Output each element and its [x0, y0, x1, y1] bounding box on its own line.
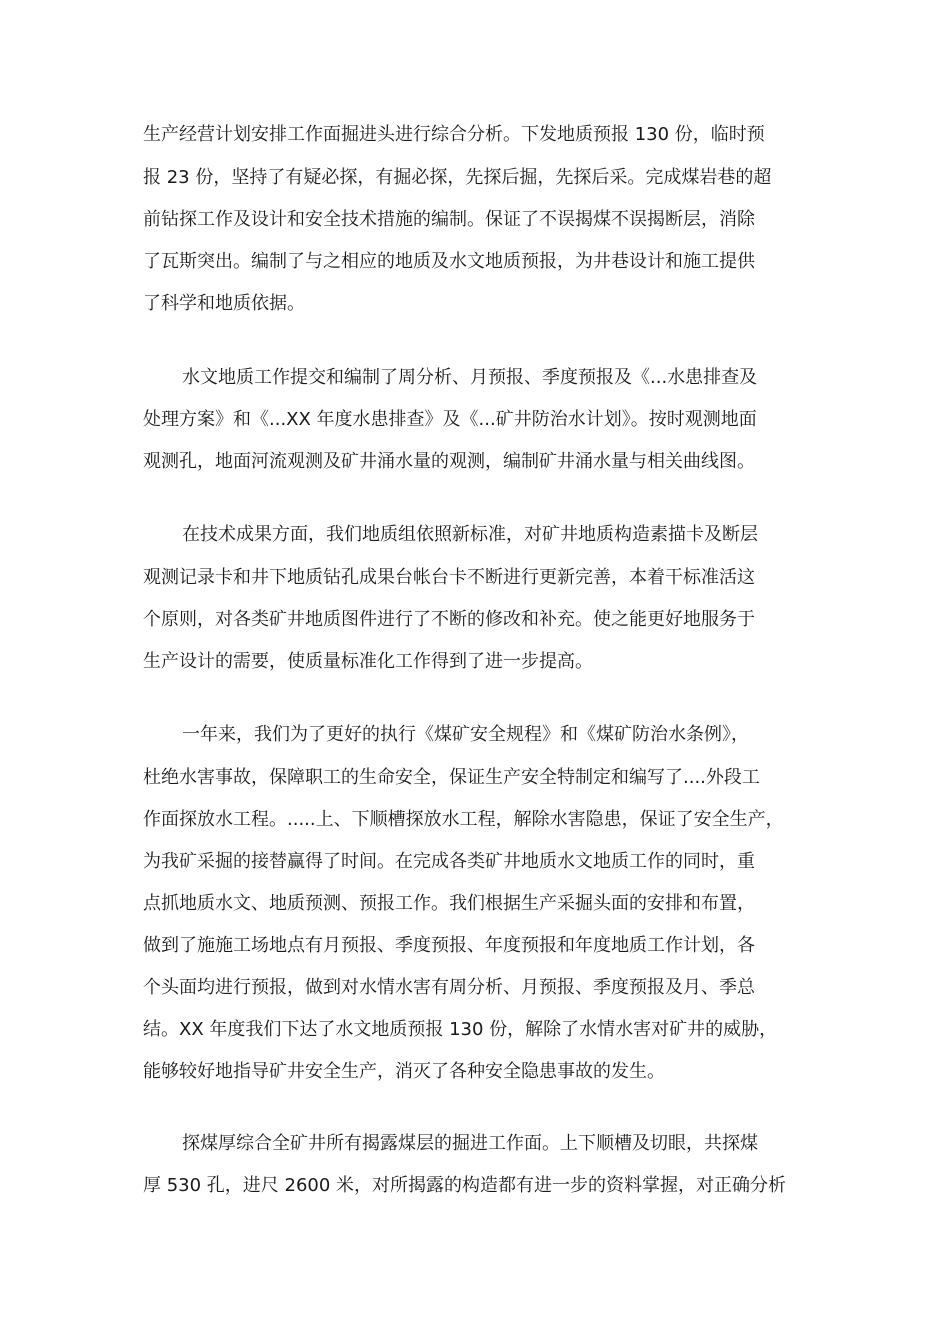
paragraph-line: 报 23 份，坚持了有疑必探，有掘必探，先探后掘，先探后采。完成煤岩巷的超	[143, 167, 772, 188]
paragraph-line: 杜绝水害事故，保障职工的生命安全，保证生产安全特制定和编写了....外段工	[143, 767, 760, 788]
paragraph-line: 观测孔，地面河流观测及矿井涌水量的观测，编制矿井涌水量与相关曲线图。	[143, 451, 755, 472]
paragraph-line: 水文地质工作提交和编制了周分析、月预报、季度预报及《...水患排查及	[182, 367, 758, 388]
paragraph-line: 前钻探工作及设计和安全技术措施的编制。保证了不误揭煤不误揭断层，消除	[143, 209, 755, 230]
paragraph-line: 做到了施施工场地点有月预报、季度预报、年度预报和年度地质工作计划，各	[143, 935, 755, 956]
paragraph-line: 为我矿采掘的接替赢得了时间。在完成各类矿井地质水文地质工作的同时，重	[143, 851, 755, 872]
paragraph-line: 一年来，我们为了更好的执行《煤矿安全规程》和《煤矿防治水条例》，	[182, 724, 749, 745]
paragraph-line: 处理方案》和《...XX 年度水患排查》及《...矿井防治水计划》。按时观测地面	[143, 409, 757, 430]
paragraph-line: 个原则，对各类矿井地质图件进行了不断的修改和补充。使之能更好地服务于	[143, 609, 755, 630]
paragraph-line: 生产经营计划安排工作面掘进头进行综合分析。下发地质预报 130 份，临时预	[143, 124, 765, 145]
paragraph-line: 结。XX 年度我们下达了水文地质预报 130 份，解除了水情水害对矿井的威胁，	[143, 1019, 778, 1040]
paragraph-line: 在技术成果方面，我们地质组依照新标准，对矿井地质构造素描卡及断层	[182, 524, 758, 545]
paragraph-line: 了科学和地质依据。	[143, 293, 305, 314]
paragraph-line: 能够较好地指导矿井安全生产，消灭了各种安全隐患事故的发生。	[143, 1061, 665, 1082]
paragraph-line: 生产设计的需要，使质量标准化工作得到了进一步提高。	[143, 651, 593, 672]
paragraph-line: 点抓地质水文、地质预测、预报工作。我们根据生产采掘头面的安排和布置，	[143, 893, 755, 914]
paragraph-line: 个头面均进行预报，做到对水情水害有周分析、月预报、季度预报及月、季总	[143, 977, 755, 998]
paragraph-line: 了瓦斯突出。编制了与之相应的地质及水文地质预报，为井巷设计和施工提供	[143, 251, 755, 272]
paragraph-line: 观测记录卡和井下地质钻孔成果台帐台卡不断进行更新完善，本着干标准活这	[143, 567, 755, 588]
paragraph-line: 探煤厚综合全矿井所有揭露煤层的掘进工作面。上下顺槽及切眼，共探煤	[182, 1133, 758, 1154]
paragraph-line: 厚 530 孔，进尺 2600 米，对所揭露的构造都有进一步的资料掌握，对正确分析	[143, 1175, 787, 1196]
paragraph-line: 作面探放水工程。.....上、下顺槽探放水工程，解除水害隐患，保证了安全生产，	[143, 809, 784, 830]
